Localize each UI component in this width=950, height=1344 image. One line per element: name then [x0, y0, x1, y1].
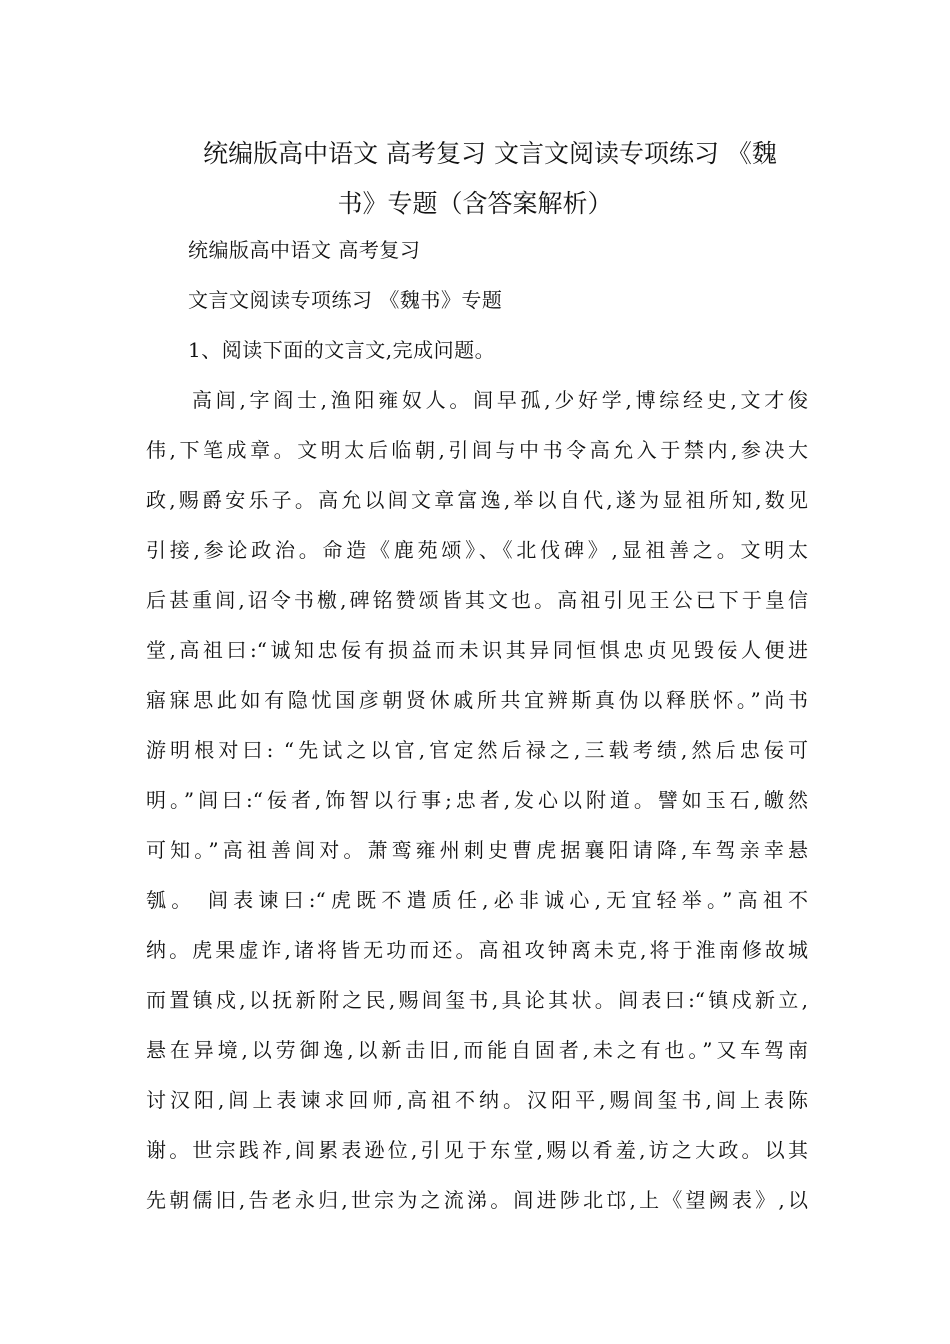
body-text-line: 游明根对曰: “先试之以官,官定然后禄之,三载考绩,然后忠佞可 — [146, 738, 808, 762]
body-text-line: 政,赐爵安乐子。高允以闾文章富逸,举以自代,遂为显祖所知,数见 — [146, 488, 808, 512]
question-heading: 1、阅读下面的文言文,完成问题。 — [188, 338, 496, 362]
body-text-line: 后甚重闾,诏令书檄,碑铭赞颂皆其文也。高祖引见王公已下于皇信 — [146, 588, 808, 612]
body-text-line: 伟,下笔成章。文明太后临朝,引闾与中书令高允入于禁内,参决大 — [146, 438, 808, 462]
body-text-line: 纳。虎果虚诈,诸将皆无功而还。高祖攻钟离未克,将于淮南修故城 — [146, 938, 808, 962]
document-title-line-1: 统编版高中语文 高考复习 文言文阅读专项练习 《魏 — [203, 139, 777, 168]
document-title-line-2: 书》专题（含答案解析） — [337, 189, 613, 218]
body-text-line: 寤寐思此如有隐忧国彦朝贤休戚所共宜辨斯真伪以释朕怀。”尚书 — [146, 688, 808, 712]
body-text-line: 瓠。 闾表谏曰:“虎既不遣质任,必非诚心,无宜轻举。”高祖不 — [146, 888, 808, 912]
body-text-line: 讨汉阳,闾上表谏求回师,高祖不纳。汉阳平,赐闾玺书,闾上表陈 — [146, 1088, 808, 1112]
body-text-line: 堂,高祖曰:“诚知忠佞有损益而未识其异同恒惧忠贞见毁佞人便进 — [146, 638, 808, 662]
body-text-line: 谢。世宗践祚,闾累表逊位,引见于东堂,赐以肴羞,访之大政。以其 — [146, 1138, 808, 1162]
subtitle-course: 统编版高中语文 高考复习 — [188, 238, 421, 262]
body-text-line: 明。”闾曰:“佞者,饰智以行事;忠者,发心以附道。譬如玉石,皦然 — [146, 788, 808, 812]
body-text-line: 悬在异境,以劳御逸,以新击旧,而能自固者,未之有也。”又车驾南 — [146, 1038, 808, 1062]
body-text-line: 引接,参论政治。命造《鹿苑颂》、《北伐碑》,显祖善之。文明太 — [146, 538, 808, 562]
body-text-line: 高闾,字阎士,渔阳雍奴人。闾早孤,少好学,博综经史,文才俊 — [192, 388, 808, 412]
subtitle-topic: 文言文阅读专项练习 《魏书》专题 — [188, 288, 503, 312]
body-text-line: 而置镇戍,以抚新附之民,赐闾玺书,具论其状。闾表曰:“镇戍新立, — [146, 988, 808, 1012]
body-text-line: 先朝儒旧,告老永归,世宗为之流涕。闾进陟北邙,上《望阙表》,以 — [146, 1188, 808, 1212]
body-text-line: 可知。”高祖善闾对。萧鸾雍州刺史曹虎据襄阳请降,车驾亲幸悬 — [146, 838, 808, 862]
